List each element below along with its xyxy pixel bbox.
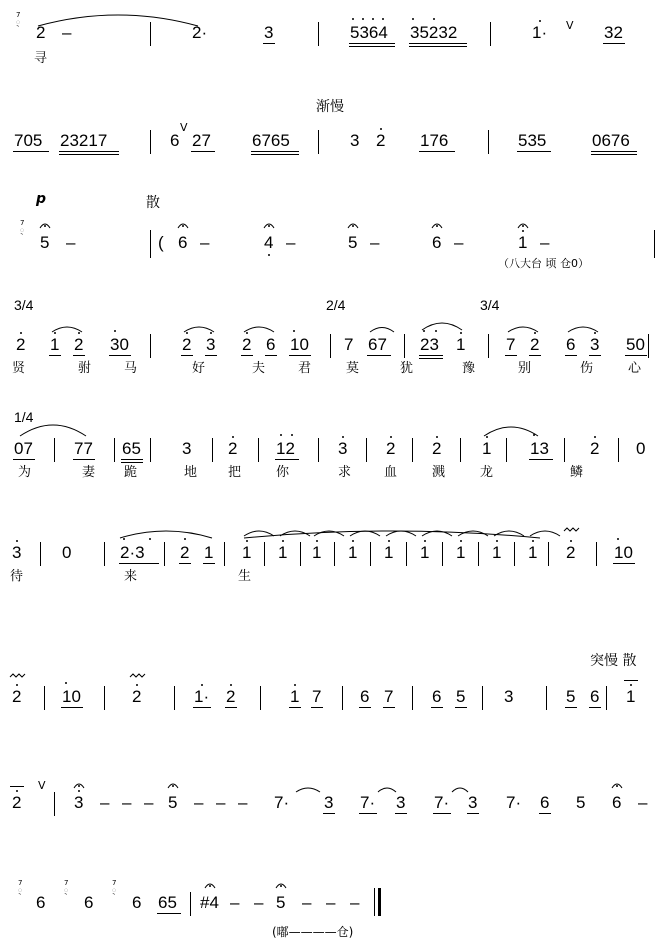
note: 3 — [468, 793, 478, 812]
note: – — [326, 893, 336, 912]
note: 705 — [14, 131, 43, 150]
tempo-marking: 散 — [146, 195, 160, 211]
note: 10 — [614, 543, 633, 562]
note: 3 — [264, 23, 274, 42]
note: – — [216, 793, 226, 812]
mordent-mark — [10, 674, 25, 677]
note: – — [286, 233, 296, 252]
note: 0 — [62, 543, 72, 562]
tempo-marking: 突慢 散 — [590, 653, 637, 669]
fermata — [518, 224, 528, 228]
note: 7 — [344, 335, 354, 354]
note: 2 — [16, 335, 26, 354]
lyric: 驸 — [78, 361, 92, 376]
note: – — [62, 23, 72, 42]
note: 12 — [276, 439, 295, 458]
slur — [452, 788, 468, 792]
note: 1 — [50, 335, 60, 354]
lyric: 鳞 — [570, 465, 584, 480]
note: 5364 — [350, 23, 388, 42]
note: 2 — [12, 793, 22, 812]
note: 7 — [312, 687, 322, 706]
note: 1· — [532, 23, 548, 42]
slur — [296, 788, 320, 792]
note: 7· — [360, 793, 376, 812]
note: 2 — [228, 439, 238, 458]
note: 4 — [264, 233, 274, 252]
note: 2·3 — [120, 543, 145, 562]
dynamic-mark: p — [36, 191, 47, 207]
note: 2 — [566, 543, 576, 562]
note: 6 — [566, 335, 576, 354]
note: 1 — [518, 233, 528, 252]
note: 6 — [432, 687, 442, 706]
note: – — [144, 793, 154, 812]
note: – — [454, 233, 464, 252]
lyric: 溅 — [432, 465, 446, 480]
fermata — [168, 784, 178, 788]
lyric: 为 — [18, 465, 32, 480]
note: 0 — [636, 439, 646, 458]
slur — [378, 788, 396, 792]
note: 2 — [226, 687, 236, 706]
note: #4 — [200, 893, 219, 912]
grace-note-mark: 7 ᢩ — [64, 879, 69, 894]
fermata — [432, 224, 442, 228]
note: 535 — [518, 131, 547, 150]
note: – — [122, 793, 132, 812]
lyric: 来 — [124, 569, 138, 584]
slur — [568, 327, 598, 332]
note: 2 — [530, 335, 540, 354]
note: 7 — [506, 335, 516, 354]
note: – — [100, 793, 110, 812]
note: 6 — [36, 893, 46, 912]
note: 35232 — [410, 23, 458, 42]
slur — [38, 15, 198, 26]
grace-note-mark: 7 ᢩ — [18, 879, 23, 894]
grace-note-mark: 7 ᢩ — [16, 11, 21, 26]
note: 65 — [122, 439, 141, 458]
lyric: 夫 — [252, 361, 266, 376]
slur — [508, 327, 538, 332]
lyric: 好 — [192, 361, 206, 376]
lyric: 地 — [184, 465, 198, 480]
note: 2 — [376, 131, 386, 150]
note: 1 — [312, 543, 322, 562]
note: 2 — [182, 335, 192, 354]
note: – — [350, 893, 360, 912]
fermata — [205, 884, 215, 888]
time-signature: 2/4 — [326, 297, 346, 313]
note: 27 — [192, 131, 211, 150]
note: 0676 — [592, 131, 630, 150]
lyric: 求 — [338, 465, 352, 480]
note: 2 — [74, 335, 84, 354]
note: 6 — [540, 793, 550, 812]
slur — [120, 531, 212, 538]
lyric: 贤 — [12, 361, 26, 376]
note: 1 — [348, 543, 358, 562]
note: 3 — [590, 335, 600, 354]
note: ( — [158, 233, 164, 252]
note: 5 — [566, 687, 576, 706]
note: 5 — [276, 893, 286, 912]
note: 3 — [504, 687, 514, 706]
note: 2 — [36, 23, 46, 42]
lyric: 豫 — [462, 361, 476, 376]
fermata — [178, 224, 188, 228]
note: 23 — [420, 335, 439, 354]
note: – — [200, 233, 210, 252]
note: 3 — [396, 793, 406, 812]
fermata — [612, 784, 622, 788]
note: 5 — [348, 233, 358, 252]
note: 1 — [456, 543, 466, 562]
note: – — [238, 793, 248, 812]
note: 2 — [242, 335, 252, 354]
note: – — [370, 233, 380, 252]
lyric: 君 — [298, 361, 312, 376]
note: 5 — [168, 793, 178, 812]
grace-note-mark: 7 ᢩ — [20, 219, 25, 234]
note: 10 — [62, 687, 81, 706]
note: 2 — [180, 543, 190, 562]
time-signature: 1/4 — [14, 409, 34, 425]
slur — [530, 531, 560, 536]
note: 2 — [590, 439, 600, 458]
note: 6 — [360, 687, 370, 706]
note: 1 — [384, 543, 394, 562]
slur — [484, 427, 538, 436]
mordent-mark — [130, 674, 145, 677]
note: 3 — [12, 543, 22, 562]
lyric: 别 — [518, 361, 532, 376]
note: 2 — [386, 439, 396, 458]
note: 32 — [604, 23, 623, 42]
note: – — [194, 793, 204, 812]
time-signature: 3/4 — [14, 297, 34, 313]
slur — [244, 327, 274, 332]
percussion-text: (嘟————仓) — [272, 925, 354, 939]
lyric: 犹 — [400, 361, 414, 376]
slur — [280, 531, 310, 536]
mordent-mark — [564, 528, 579, 531]
slur — [184, 327, 214, 332]
breath-mark: V — [38, 779, 46, 792]
note: 67 — [368, 335, 387, 354]
lyric: 待 — [10, 569, 24, 584]
note: 1 — [278, 543, 288, 562]
note: 7· — [506, 793, 522, 812]
breath-mark: V — [180, 121, 188, 134]
lyric: 心 — [628, 361, 642, 376]
note: 6 — [132, 893, 142, 912]
fermata — [74, 784, 84, 788]
slur — [386, 531, 416, 536]
note: 10 — [290, 335, 309, 354]
note: 2 — [432, 439, 442, 458]
note: 2· — [192, 23, 208, 42]
note: 3 — [74, 793, 84, 812]
note: 13 — [530, 439, 549, 458]
note: 2 — [12, 687, 22, 706]
note: 7 — [384, 687, 394, 706]
note: – — [302, 893, 312, 912]
note: 07 — [14, 439, 33, 458]
note: 6 — [590, 687, 600, 706]
note: – — [230, 893, 240, 912]
lyric: 妻 — [82, 465, 96, 480]
note: 6 — [84, 893, 94, 912]
note: 1 — [204, 543, 214, 562]
note: 6 — [266, 335, 276, 354]
slur — [52, 327, 82, 332]
note: 1 — [482, 439, 492, 458]
note: 7· — [274, 793, 290, 812]
note: 3 — [338, 439, 348, 458]
note: 1 — [242, 543, 252, 562]
note: 6 — [612, 793, 622, 812]
fermata — [40, 224, 50, 228]
note: 3 — [324, 793, 334, 812]
note: 6 — [432, 233, 442, 252]
lyric: 寻 — [34, 51, 48, 66]
note: 6 — [178, 233, 188, 252]
tempo-marking: 渐慢 — [316, 99, 344, 115]
note: 77 — [74, 439, 93, 458]
slur — [370, 328, 394, 333]
slur — [422, 323, 462, 330]
breath-mark: V — [566, 19, 574, 32]
fermata — [264, 224, 274, 228]
note: 6 — [170, 131, 180, 150]
note: 2 — [132, 687, 142, 706]
time-signature: 3/4 — [480, 297, 500, 313]
note: – — [638, 793, 648, 812]
note: 1 — [626, 687, 636, 706]
note: 3 — [350, 131, 360, 150]
lyric: 龙 — [480, 465, 494, 480]
slur — [20, 425, 86, 436]
note: 3 — [206, 335, 216, 354]
lyric: 生 — [238, 569, 252, 584]
lyric: 跪 — [124, 465, 138, 480]
lyric: 血 — [384, 465, 398, 480]
note: 1 — [420, 543, 430, 562]
note: 3 — [182, 439, 192, 458]
lyric: 把 — [228, 465, 242, 480]
note: 5 — [40, 233, 50, 252]
note: 1· — [194, 687, 210, 706]
note: 50 — [626, 335, 645, 354]
fermata — [348, 224, 358, 228]
note: 1 — [456, 335, 466, 354]
percussion-text: （八大台 顷 仓0） — [498, 257, 589, 270]
note: 30 — [110, 335, 129, 354]
grace-note-mark: 7 ᢩ — [112, 879, 117, 894]
lyric: 你 — [276, 465, 290, 480]
note: 6765 — [252, 131, 290, 150]
note: 1 — [290, 687, 300, 706]
note: 176 — [420, 131, 449, 150]
note: 5 — [456, 687, 466, 706]
note: – — [66, 233, 76, 252]
lyric: 伤 — [580, 361, 594, 376]
note: 1 — [528, 543, 538, 562]
note: 1 — [492, 543, 502, 562]
note: 5 — [576, 793, 586, 812]
note: – — [254, 893, 264, 912]
note: 7· — [434, 793, 450, 812]
lyric: 马 — [124, 361, 138, 376]
lyric: 莫 — [346, 361, 360, 376]
slur — [244, 531, 274, 536]
fermata — [276, 884, 286, 888]
note: 23217 — [60, 131, 108, 150]
note: – — [540, 233, 550, 252]
note: 65 — [158, 893, 177, 912]
